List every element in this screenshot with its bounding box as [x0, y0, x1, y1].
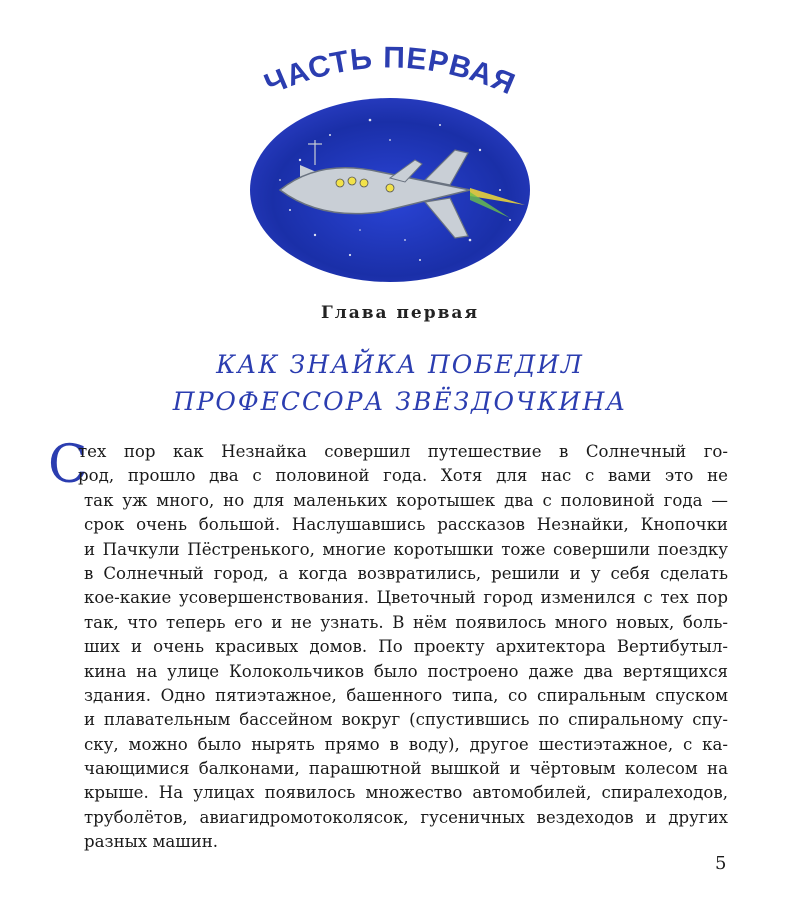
rocket-illustration: [240, 40, 540, 290]
text-line: разных машин.: [84, 832, 219, 852]
text-line: чающимися балконами, парашютной вышкой и чёртовым колесом на: [84, 759, 728, 779]
text-line: так уж много, но для маленьких коротышек два с половиной года —: [84, 490, 728, 510]
text-line: и Пачкули Пёстренького, многие коротышки тоже совершили поездку: [84, 539, 728, 559]
text-line: род, прошло два с половиной года. Хотя для нас с вами это не: [78, 466, 728, 486]
text-line: и плавательным бассейном вокруг (спустившись по спиральному спу-: [84, 710, 728, 730]
text-line: ску, можно было нырять прямо в воду), другое шестиэтажное, с ка-: [84, 734, 728, 754]
text-line: так, что теперь его и не узнать. В нём появилось много новых, боль-: [84, 612, 728, 632]
text-line: кина на улице Колокольчиков было построено даже два вертящихся: [84, 661, 728, 681]
drop-cap: С: [48, 435, 88, 495]
text-line: в Солнечный город, а когда возвратились, решили и у себя сделать: [84, 563, 728, 583]
chapter-title-line: ПРОФЕССОРА ЗВЁЗДОЧКИНА: [172, 387, 628, 416]
chapter-title-line: КАК ЗНАЙКА ПОБЕДИЛ: [216, 350, 584, 379]
page-number: 5: [715, 853, 727, 874]
part-title: ЧАСТЬ ПЕРВАЯ: [259, 41, 521, 102]
chapter-label: Глава первая: [320, 303, 480, 323]
text-line: срок очень большой. Наслушавшись рассказов Незнайки, Кнопочки: [84, 515, 728, 535]
text-line: крыше. На улицах появилось множество автомобилей, спиралеходов,: [84, 783, 728, 803]
body-text: [48, 435, 728, 855]
text-line: тех пор как Незнайка совершил путешествие в Солнечный го-: [78, 442, 728, 461]
text-line: ших и очень красивых домов. По проекту архитектора Вертибутыл-: [84, 637, 728, 657]
text-line: кое-какие усовершенствования. Цветочный город изменился с тех пор: [84, 588, 728, 608]
text-line: здания. Одно пятиэтажное, башенного типа, со спиральным спуском: [84, 685, 728, 705]
text-line: труболётов, авиагидромотоколясок, гусеничных вездеходов и других: [84, 807, 728, 827]
chapter-title: [0, 346, 800, 420]
